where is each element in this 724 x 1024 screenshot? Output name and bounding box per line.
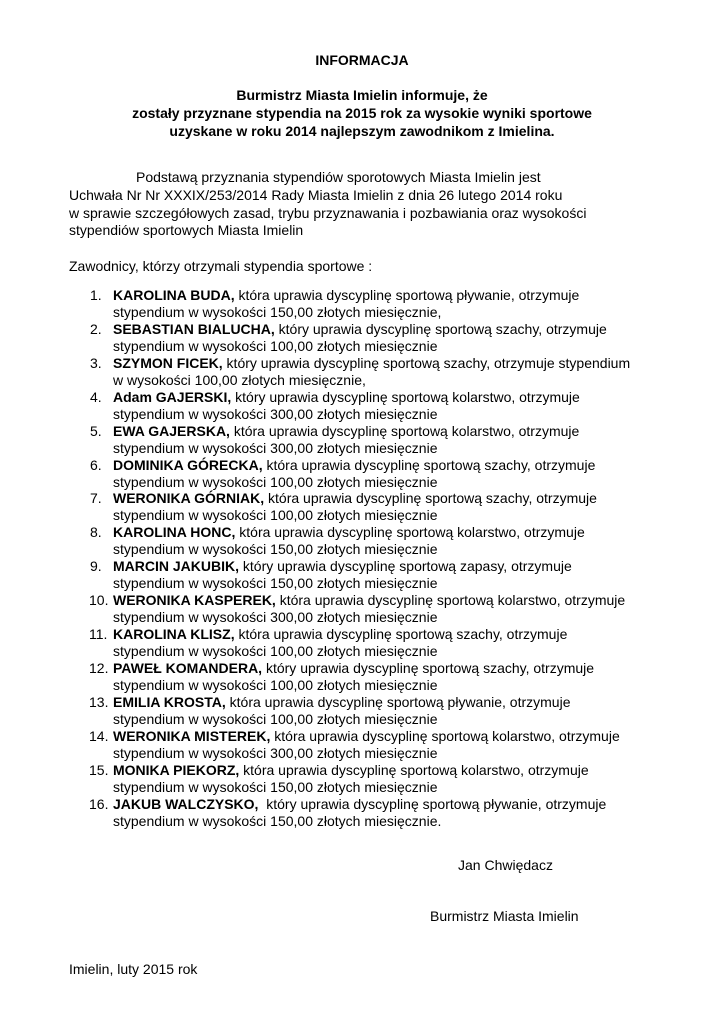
athlete-name: EMILIA KROSTA, [113, 694, 226, 710]
discipline-text: która uprawia dyscyplinę sportową szachy, otrzymuje [234, 626, 568, 642]
list-item-line-1 [113, 524, 585, 541]
signature-name: Jan Chwiędacz [458, 857, 553, 873]
list-item-number: 3. [90, 355, 102, 371]
athlete-name: JAKUB WALCZYSKO, [113, 796, 259, 812]
list-item-number: 16. [89, 796, 109, 812]
list-item-line-2: stypendium w wysokości 150,00 złotych miesięcznie, [113, 304, 442, 320]
list-item-number: 13. [89, 694, 109, 710]
discipline-text: która uprawia dyscyplinę sportową szachy, otrzymuje [264, 490, 597, 506]
athlete-name: WERONIKA MISTEREK, [113, 728, 271, 744]
list-item-line-2: stypendium w wysokości 300,00 złotych miesięcznie [113, 745, 438, 761]
athlete-name: WERONIKA GÓRNIAK, [113, 490, 265, 506]
list-item-line-2: stypendium w wysokości 100,00 złotych miesięcznie [113, 338, 438, 354]
list-item-line-1 [113, 321, 607, 338]
list-item-line-1 [113, 796, 606, 813]
discipline-text: która uprawia dyscyplinę sportową kolarstwo, otrzymuje [229, 423, 580, 439]
basis-line-1: Podstawą przyznania stypendiów sporotowych Miasta Imielin jest [136, 169, 541, 185]
discipline-text: który uprawia dyscyplinę sportową szachy, otrzymuje [274, 321, 607, 337]
basis-line-3: w sprawie szczegółowych zasad, trybu przyznawania i pozbawiania oraz wysokości [69, 205, 587, 221]
list-item-line-2: stypendium w wysokości 300,00 złotych miesięcznie [113, 440, 438, 456]
discipline-text: który uprawia dyscyplinę sportową szachy, otrzymuje [262, 660, 595, 676]
header-line-3: uzyskane w roku 2014 najlepszym zawodnikom z Imielina. [169, 123, 555, 139]
discipline-text: która uprawia dyscyplinę sportową pływanie, otrzymuje [234, 287, 580, 303]
discipline-text: który uprawia dyscyplinę sportową zapasy, otrzymuje [239, 558, 572, 574]
athlete-name: WERONIKA KASPEREK, [113, 592, 276, 608]
athlete-name: KAROLINA HONC, [113, 524, 236, 540]
list-item-number: 7. [90, 490, 102, 506]
basis-line-2: Uchwała Nr Nr XXXIX/253/2014 Rady Miasta Imielin z dnia 26 lutego 2014 roku [69, 187, 563, 203]
list-item-number: 14. [89, 728, 109, 744]
list-item-line-1 [113, 457, 595, 474]
list-item-number: 11. [89, 626, 108, 642]
athlete-name: KAROLINA KLISZ, [113, 626, 235, 642]
list-item-number: 1. [90, 287, 102, 303]
list-item-line-1 [113, 592, 625, 609]
discipline-text: która uprawia dyscyplinę sportową szachy, otrzymuje [262, 457, 596, 473]
list-item-line-2: stypendium w wysokości 100,00 złotych miesięcznie [113, 507, 438, 523]
place-date: Imielin, luty 2015 rok [69, 961, 198, 977]
list-item-number: 2. [90, 321, 102, 337]
discipline-text: który uprawia dyscyplinę sportową szachy, otrzymuje stypendium [222, 355, 631, 371]
list-item-line-2: stypendium w wysokości 100,00 złotych miesięcznie [113, 711, 438, 727]
list-item-line-1 [113, 355, 630, 372]
list-item-line-2: stypendium w wysokości 150,00 złotych miesięcznie [113, 779, 438, 795]
list-item-line-1 [113, 389, 580, 406]
list-item-line-1 [113, 558, 572, 575]
list-item-number: 9. [90, 558, 102, 574]
header-line-1: Burmistrz Miasta Imielin informuje, że [236, 87, 488, 103]
discipline-text: która uprawia dyscyplinę sportową pływanie, otrzymuje [225, 694, 571, 710]
list-item-line-1 [113, 287, 579, 304]
discipline-text: która uprawia dyscyplinę sportową kolarstwo, otrzymuje [275, 592, 626, 608]
list-item-line-2: stypendium w wysokości 150,00 złotych miesięcznie [113, 541, 438, 557]
list-item-line-2: stypendium w wysokości 300,00 złotych miesięcznie [113, 609, 438, 625]
signature-title: Burmistrz Miasta Imielin [430, 908, 579, 924]
list-item-line-1 [113, 423, 579, 440]
discipline-text: który uprawia dyscyplinę sportową kolarstwo, otrzymuje [231, 389, 580, 405]
list-item-line-2: stypendium w wysokości 100,00 złotych miesięcznie [113, 677, 438, 693]
list-item-line-1 [113, 728, 620, 745]
list-item-line-2: stypendium w wysokości 300,00 złotych miesięcznie [113, 406, 438, 422]
athlete-name: PAWEŁ KOMANDERA, [113, 660, 263, 676]
athlete-name: Adam GAJERSKI, [113, 389, 232, 405]
athlete-name: KAROLINA BUDA, [113, 287, 235, 303]
list-item-number: 4. [90, 389, 102, 405]
basis-line-4: stypendiów sportowych Miasta Imielin [69, 222, 304, 238]
athlete-name: MARCIN JAKUBIK, [113, 558, 239, 574]
discipline-text: który uprawia dyscyplinę sportową pływanie, otrzymuje [258, 796, 607, 812]
list-item-line-1 [113, 762, 589, 779]
document-title: INFORMACJA [315, 52, 409, 68]
list-item-line-1 [113, 660, 594, 677]
discipline-text: która uprawia dyscyplinę sportową kolarstwo, otrzymuje [270, 728, 620, 744]
discipline-text: która uprawia dyscyplinę sportową kolarstwo, otrzymuje [239, 762, 589, 778]
list-item-line-2: w wysokości 100,00 złotych miesięcznie, [113, 372, 366, 388]
list-item-line-2: stypendium w wysokości 100,00 złotych miesięcznie [113, 474, 438, 490]
list-item-number: 12. [89, 660, 109, 676]
list-item-line-1 [113, 694, 571, 711]
list-item-number: 5. [90, 423, 102, 439]
list-item-number: 8. [90, 524, 102, 540]
header-line-2: zostały przyznane stypendia na 2015 rok za wysokie wyniki sportowe [132, 105, 592, 121]
discipline-text: która uprawia dyscyplinę sportową kolarstwo, otrzymuje [235, 524, 585, 540]
athlete-name: EWA GAJERSKA, [113, 423, 230, 439]
list-item-line-2: stypendium w wysokości 150,00 złotych miesięcznie [113, 575, 438, 591]
list-item-line-1 [113, 626, 567, 643]
list-item-number: 15. [89, 762, 109, 778]
list-item-line-2: stypendium w wysokości 100,00 złotych miesięcznie [113, 643, 438, 659]
athlete-name: SZYMON FICEK, [113, 355, 223, 371]
list-item-number: 6. [90, 457, 102, 473]
athlete-name: DOMINIKA GÓRECKA, [113, 457, 263, 473]
list-item-number: 10. [89, 592, 109, 608]
intro-text: Zawodnicy, którzy otrzymali stypendia sportowe : [69, 258, 373, 274]
athlete-name: MONIKA PIEKORZ, [113, 762, 240, 778]
list-item-line-2: stypendium w wysokości 150,00 złotych miesięcznie. [113, 813, 442, 829]
list-item-line-1 [113, 490, 597, 507]
athlete-name: SEBASTIAN BIALUCHA, [113, 321, 275, 337]
